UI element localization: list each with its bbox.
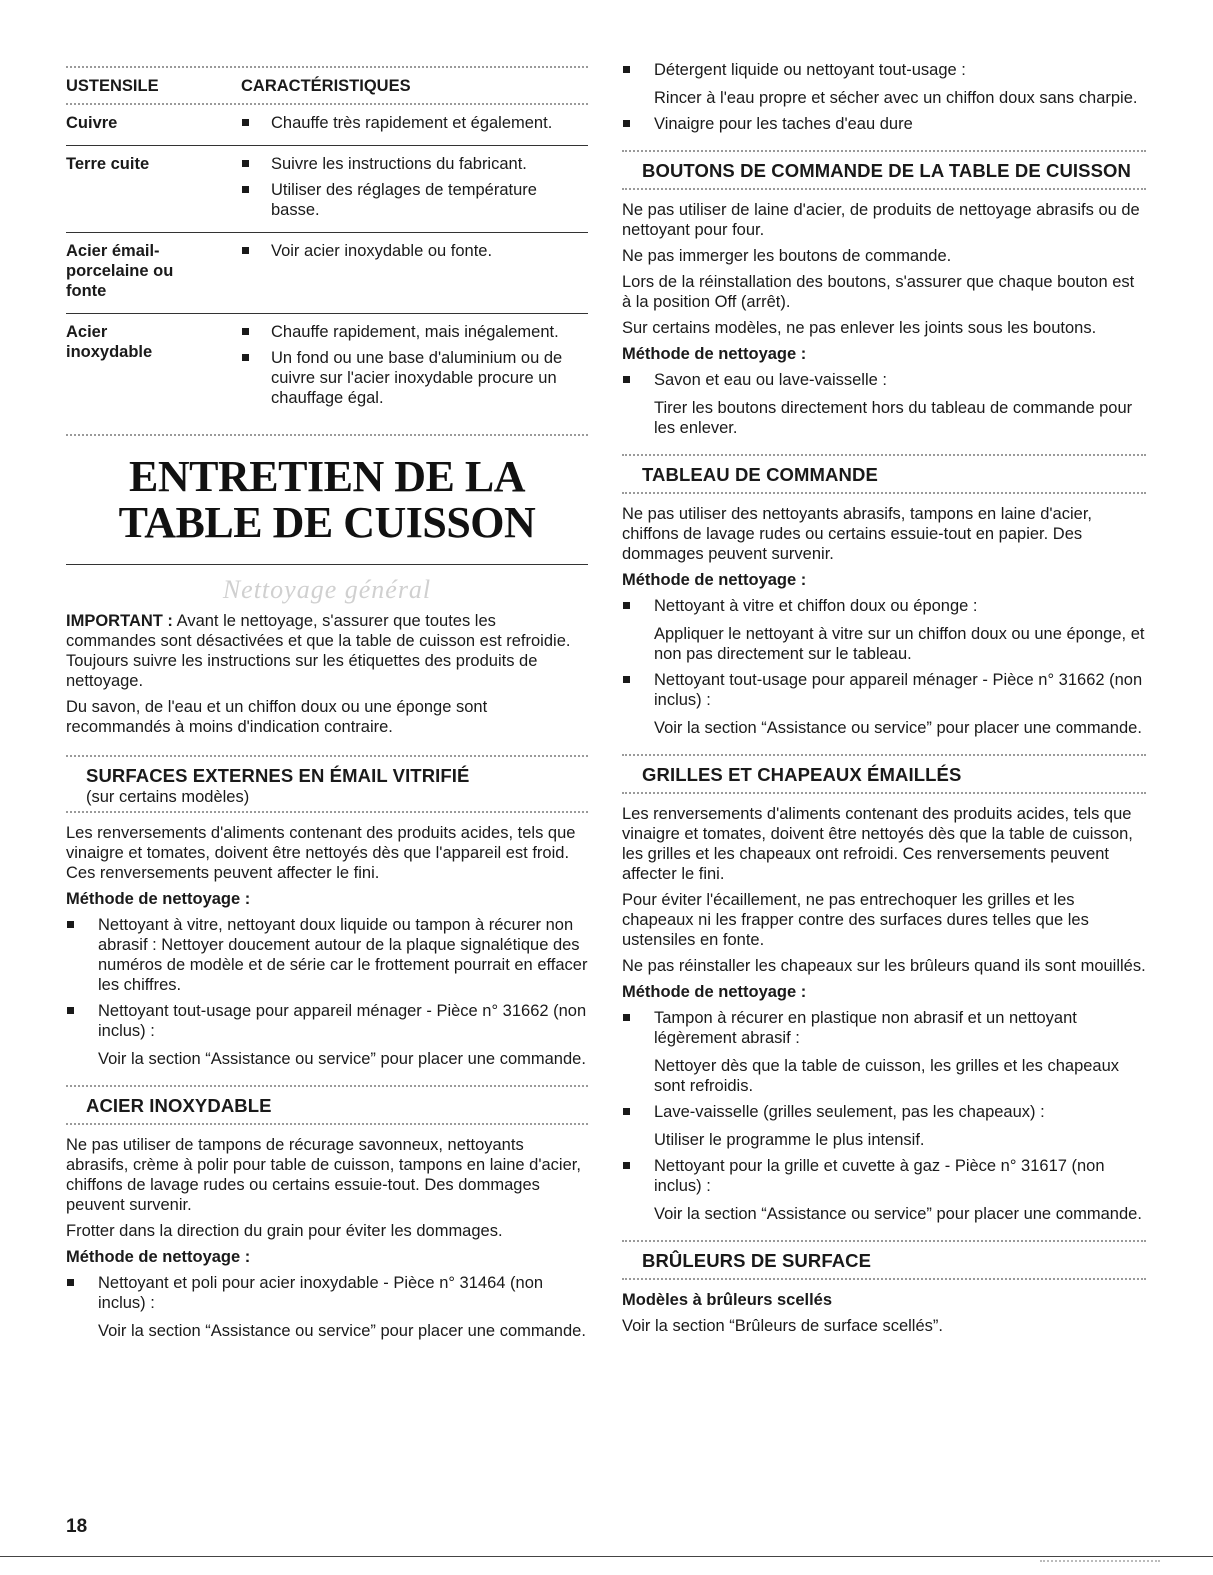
cookware-features xyxy=(241,154,588,220)
surfaces-method: Méthode de nettoyage : xyxy=(66,890,251,908)
header-col-ustensile: USTENSILE xyxy=(66,77,159,95)
page-number: 18 xyxy=(66,1516,88,1537)
grilles-heading: GRILLES ET CHAPEAUX ÉMAILLÉS xyxy=(642,764,962,785)
tableau-method: Méthode de nettoyage : xyxy=(622,571,807,589)
grilles-paragraph-1: Les renversements d'aliments contenant des produits acides, tels que vinaigre et tomates, doivent être nettoyés dès que la table de cuisson, les grilles et les chapeaux ont refroidi. Ces renversements peuvent affecter le fini. xyxy=(622,805,1133,883)
list-item: Utiliser des réglages de température basse. xyxy=(241,180,588,220)
list-item: Nettoyant à vitre et chiffon doux ou éponge : Appliquer le nettoyant à vitre sur un chiffon doux ou une éponge, et non pas directement sur le tableau. xyxy=(622,596,1146,664)
title-rule xyxy=(66,564,588,565)
divider xyxy=(622,792,1146,794)
list-item: Suivre les instructions du fabricant. xyxy=(241,154,588,174)
boutons-heading: BOUTONS DE COMMANDE DE LA TABLE DE CUISSON xyxy=(642,160,1131,181)
boutons-method: Méthode de nettoyage : xyxy=(622,345,807,363)
table-header xyxy=(66,68,588,103)
important-label: IMPORTANT : xyxy=(66,612,173,630)
bruleurs-paragraph: Voir la section “Brûleurs de surface scellés”. xyxy=(622,1317,943,1335)
acier-heading: ACIER INOXYDABLE xyxy=(86,1095,272,1116)
surfaces-note: (sur certains modèles) xyxy=(86,788,250,806)
important-text: Avant le nettoyage, s'assurer que toutes les commandes sont désactivées et que la table de cuisson est refroidie. Toujours suivre les instructions sur les étiquettes des produits de nettoyage. xyxy=(66,612,571,690)
divider xyxy=(66,811,588,813)
list-item: Voir acier inoxydable ou fonte. xyxy=(241,241,588,261)
boutons-paragraph-3: Lors de la réinstallation des boutons, s'assurer que chaque bouton est à la position Off (arrêt). xyxy=(622,273,1135,311)
table-row xyxy=(66,105,588,146)
cookware-features xyxy=(241,113,588,133)
bottom-rule xyxy=(0,1556,1213,1557)
divider xyxy=(66,434,588,436)
divider xyxy=(622,492,1146,494)
right-column xyxy=(622,0,1146,1336)
surfaces-paragraph: Les renversements d'aliments contenant des produits acides, tels que vinaigre et tomates, doivent être nettoyés dès que l'appareil est froid. Ces renversements peuvent affecter le fini. xyxy=(66,824,576,882)
tableau-list xyxy=(622,596,1146,738)
cookware-features xyxy=(241,241,588,301)
cookware-features xyxy=(241,322,588,408)
table-row xyxy=(66,146,588,233)
soap-paragraph: Du savon, de l'eau et un chiffon doux ou une éponge sont recommandés à moins d'indication contraire. xyxy=(66,698,488,736)
table-row xyxy=(66,233,588,314)
list-item: Chauffe très rapidement et également. xyxy=(241,113,588,133)
boutons-list xyxy=(622,370,1146,438)
cleaning-list-top xyxy=(622,60,1146,134)
acier-method: Méthode de nettoyage : xyxy=(66,1248,251,1266)
list-item: Nettoyant à vitre, nettoyant doux liquide ou tampon à récurer non abrasif : Nettoyer doucement autour de la plaque signalétique des numéros de modèle et de série car le frottement pourrait en effacer les chiffres. xyxy=(66,915,588,995)
list-item: Lave-vaisselle (grilles seulement, pas les chapeaux) : Utiliser le programme le plus intensif. xyxy=(622,1102,1146,1150)
boutons-paragraph-2: Ne pas immerger les boutons de commande. xyxy=(622,247,952,265)
surfaces-list xyxy=(66,915,588,1069)
header-col-caracteristiques: CARACTÉRISTIQUES xyxy=(241,77,411,95)
grilles-paragraph-3: Ne pas réinstaller les chapeaux sur les brûleurs quand ils sont mouillés. xyxy=(622,957,1146,975)
divider xyxy=(66,1123,588,1125)
list-item: Savon et eau ou lave-vaisselle : Tirer les boutons directement hors du tableau de commande pour les enlever. xyxy=(622,370,1146,438)
bottom-fade xyxy=(1040,1560,1160,1570)
grilles-list xyxy=(622,1008,1146,1224)
acier-paragraph-2: Frotter dans la direction du grain pour éviter les dommages. xyxy=(66,1222,503,1240)
tableau-heading: TABLEAU DE COMMANDE xyxy=(642,464,878,485)
boutons-paragraph-4: Sur certains modèles, ne pas enlever les joints sous les boutons. xyxy=(622,319,1097,337)
list-item: Nettoyant tout-usage pour appareil ménager - Pièce n° 31662 (non inclus) : Voir la section “Assistance ou service” pour placer une commande. xyxy=(622,670,1146,738)
list-item: Tampon à récurer en plastique non abrasif et un nettoyant légèrement abrasif : Nettoyer dès que la table de cuisson, les grilles et les chapeaux sont refroidis. xyxy=(622,1008,1146,1096)
acier-paragraph: Ne pas utiliser de tampons de récurage savonneux, nettoyants abrasifs, crème à polir pour table de cuisson, tampons en laine d'acier, chiffons de lavage rudes ou certains essuie-tout. Des dommages peuvent survenir. xyxy=(66,1136,581,1214)
cookware-name: Acier émail- porcelaine ou fonte xyxy=(66,242,174,300)
cookware-name: Cuivre xyxy=(66,114,118,132)
bruleurs-heading: BRÛLEURS DE SURFACE xyxy=(642,1250,872,1271)
list-item: Nettoyant tout-usage pour appareil ménager - Pièce n° 31662 (non inclus) : Voir la section “Assistance ou service” pour placer une commande. xyxy=(66,1001,588,1069)
list-item: Vinaigre pour les taches d'eau dure xyxy=(622,114,1146,134)
cookware-table xyxy=(66,105,588,420)
list-item: Nettoyant et poli pour acier inoxydable - Pièce n° 31464 (non inclus) : Voir la section “Assistance ou service” pour placer une commande. xyxy=(66,1273,588,1341)
list-item: Nettoyant pour la grille et cuvette à gaz - Pièce n° 31617 (non inclus) : Voir la section “Assistance ou service” pour placer une commande. xyxy=(622,1156,1146,1224)
important-paragraph xyxy=(66,611,588,691)
list-item: Chauffe rapidement, mais inégalement. xyxy=(241,322,588,342)
subtitle: Nettoyage général xyxy=(222,575,432,604)
divider xyxy=(622,1278,1146,1280)
left-column xyxy=(66,0,588,1341)
page-title: ENTRETIEN DE LA TABLE DE CUISSON xyxy=(118,452,536,547)
bruleurs-subheading: Modèles à brûleurs scellés xyxy=(622,1291,833,1309)
cookware-name: Terre cuite xyxy=(66,155,150,173)
grilles-paragraph-2: Pour éviter l'écaillement, ne pas entrechoquer les grilles et les chapeaux ni les frapper contre des surfaces dures telles que les ustensiles en fonte. xyxy=(622,891,1089,949)
divider xyxy=(622,188,1146,190)
list-item: Un fond ou une base d'aluminium ou de cuivre sur l'acier inoxydable procure un chauffage égal. xyxy=(241,348,588,408)
grilles-method: Méthode de nettoyage : xyxy=(622,983,807,1001)
table-row xyxy=(66,314,588,420)
list-item: Détergent liquide ou nettoyant tout-usage : Rincer à l'eau propre et sécher avec un chiffon doux sans charpie. xyxy=(622,60,1146,108)
acier-list xyxy=(66,1273,588,1341)
cookware-name: Acier inoxydable xyxy=(66,323,153,361)
tableau-paragraph: Ne pas utiliser des nettoyants abrasifs, tampons en laine d'acier, chiffons de lavage rudes ou certains essuie-tout en papier. Des dommages peuvent survenir. xyxy=(622,505,1092,563)
boutons-paragraph-1: Ne pas utiliser de laine d'acier, de produits de nettoyage abrasifs ou de nettoyant pour four. xyxy=(622,201,1140,239)
surfaces-heading: SURFACES EXTERNES EN ÉMAIL VITRIFIÉ xyxy=(86,765,470,786)
